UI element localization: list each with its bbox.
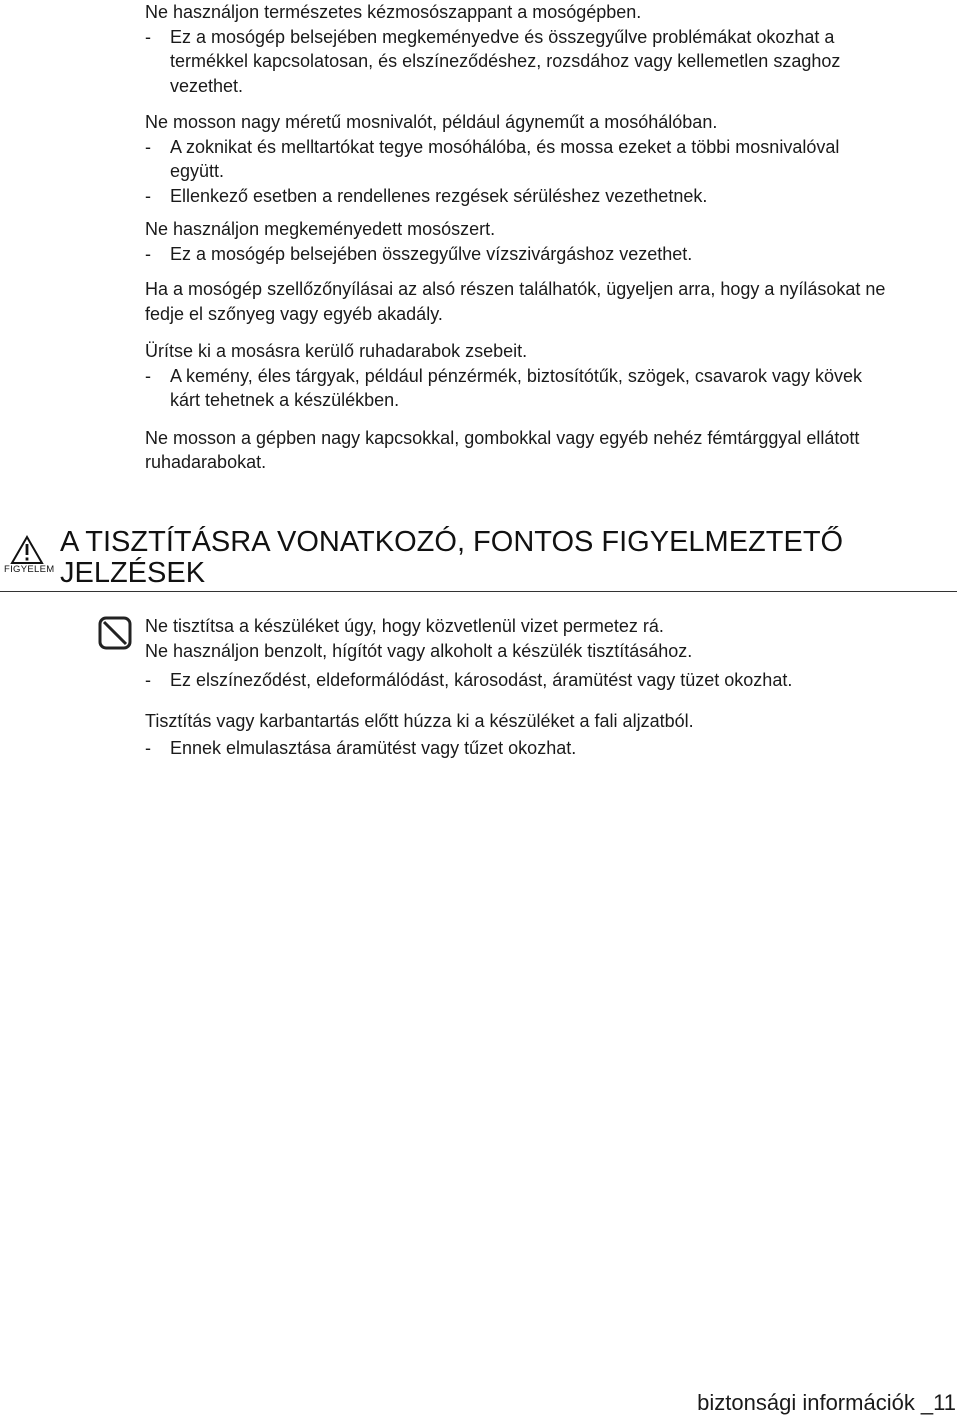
cleaning-instructions xyxy=(145,614,957,761)
subline-text: Ennek elmulasztása áramütést vagy tűzet okozhat. xyxy=(170,738,577,758)
bullet-dash: - xyxy=(145,185,151,206)
subline-text: együtt. xyxy=(170,161,225,181)
instruction-line: Ne tisztítsa a készüléket úgy, hogy közvetlenül vizet permetez rá. xyxy=(145,616,664,636)
instruction-subline xyxy=(145,184,957,209)
instruction-line: Ne használjon megkeményedett mosószert. xyxy=(145,219,496,239)
instruction-line: fedje el szőnyeg vagy egyéb akadály. xyxy=(145,303,443,324)
subline-text: Ellenkező esetben a rendellenes rezgések sérüléshez vezethetnek. xyxy=(170,185,708,206)
instruction-line: Ne mosson nagy méretű mosnivalót, például ágyneműt a mosóhálóban. xyxy=(145,112,718,132)
instruction-subline xyxy=(145,364,957,389)
section-title xyxy=(60,527,843,589)
instruction-line: Ne használjon benzolt, hígítót vagy alkoholt a készülék tisztításához. xyxy=(145,640,693,661)
warning-triangle-icon xyxy=(10,535,44,565)
subline-text: Ez elszíneződést, eldeformálódást, károsodást, áramütést vagy tüzet okozhat. xyxy=(170,670,793,690)
instruction-subline xyxy=(145,388,957,413)
bullet-dash: - xyxy=(145,243,151,264)
bullet-dash: - xyxy=(145,670,151,690)
instruction-line: Tisztítás vagy karbantartás előtt húzza ki a készüléket a fali aljzatból. xyxy=(145,710,694,731)
warning-label: FIGYELEM xyxy=(4,564,55,575)
section-title-line: JELZÉSEK xyxy=(60,557,206,589)
page-footer: biztonsági információk _11 xyxy=(697,1390,956,1415)
instruction-subline xyxy=(145,49,957,74)
instruction-subline xyxy=(145,135,957,160)
subline-text: termékkel kapcsolatosan, és elszíneződéshez, rozsdához vagy kellemetlen szaghoz xyxy=(170,51,841,71)
bullet-dash: - xyxy=(145,738,151,758)
instruction-line: Ha a mosógép szellőzőnyílásai az alsó részen találhatók, ügyeljen arra, hogy a nyílásokat ne xyxy=(145,279,886,299)
instruction-line: Ne mosson a gépben nagy kapcsokkal, gombokkal vagy egyéb nehéz fémtárggyal ellátott xyxy=(145,427,860,448)
instruction-line: Ne használjon természetes kézmosószappant a mosógépben. xyxy=(145,2,642,22)
instruction-subline xyxy=(145,668,957,693)
subline-text: kárt tehetnek a készülékben. xyxy=(170,390,400,410)
warning-section-header xyxy=(0,527,957,592)
bullet-dash: - xyxy=(145,26,151,47)
bullet-dash: - xyxy=(145,365,151,386)
safety-instructions-top xyxy=(145,0,957,475)
subline-text: vezethet. xyxy=(170,75,244,96)
instruction-subline xyxy=(145,25,957,50)
subline-text: A kemény, éles tárgyak, például pénzérmék, biztosítótűk, szögek, csavarok vagy kövek xyxy=(170,365,863,386)
instruction-subline xyxy=(145,736,957,761)
instruction-subline xyxy=(145,242,957,267)
instruction-subline xyxy=(145,74,957,99)
subline-text: A zoknikat és melltartókat tegye mosóhálóba, és mossa ezeket a többi mosnivalóval xyxy=(170,136,840,157)
subline-text: Ez a mosógép belsejében összegyűlve vízszivárgáshoz vezethet. xyxy=(170,243,693,264)
instruction-line: Ürítse ki a mosásra kerülő ruhadarabok zsebeit. xyxy=(145,341,528,361)
subline-text: Ez a mosógép belsejében megkeményedve és összegyűlve problémákat okozhat a xyxy=(170,26,835,47)
bullet-dash: - xyxy=(145,136,151,157)
section-title-line: A TISZTÍTÁSRA VONATKOZÓ, FONTOS FIGYELMEZTETŐ xyxy=(60,526,844,558)
instruction-line: ruhadarabokat. xyxy=(145,452,267,472)
instruction-subline xyxy=(145,159,957,184)
prohibition-icon xyxy=(98,616,132,650)
